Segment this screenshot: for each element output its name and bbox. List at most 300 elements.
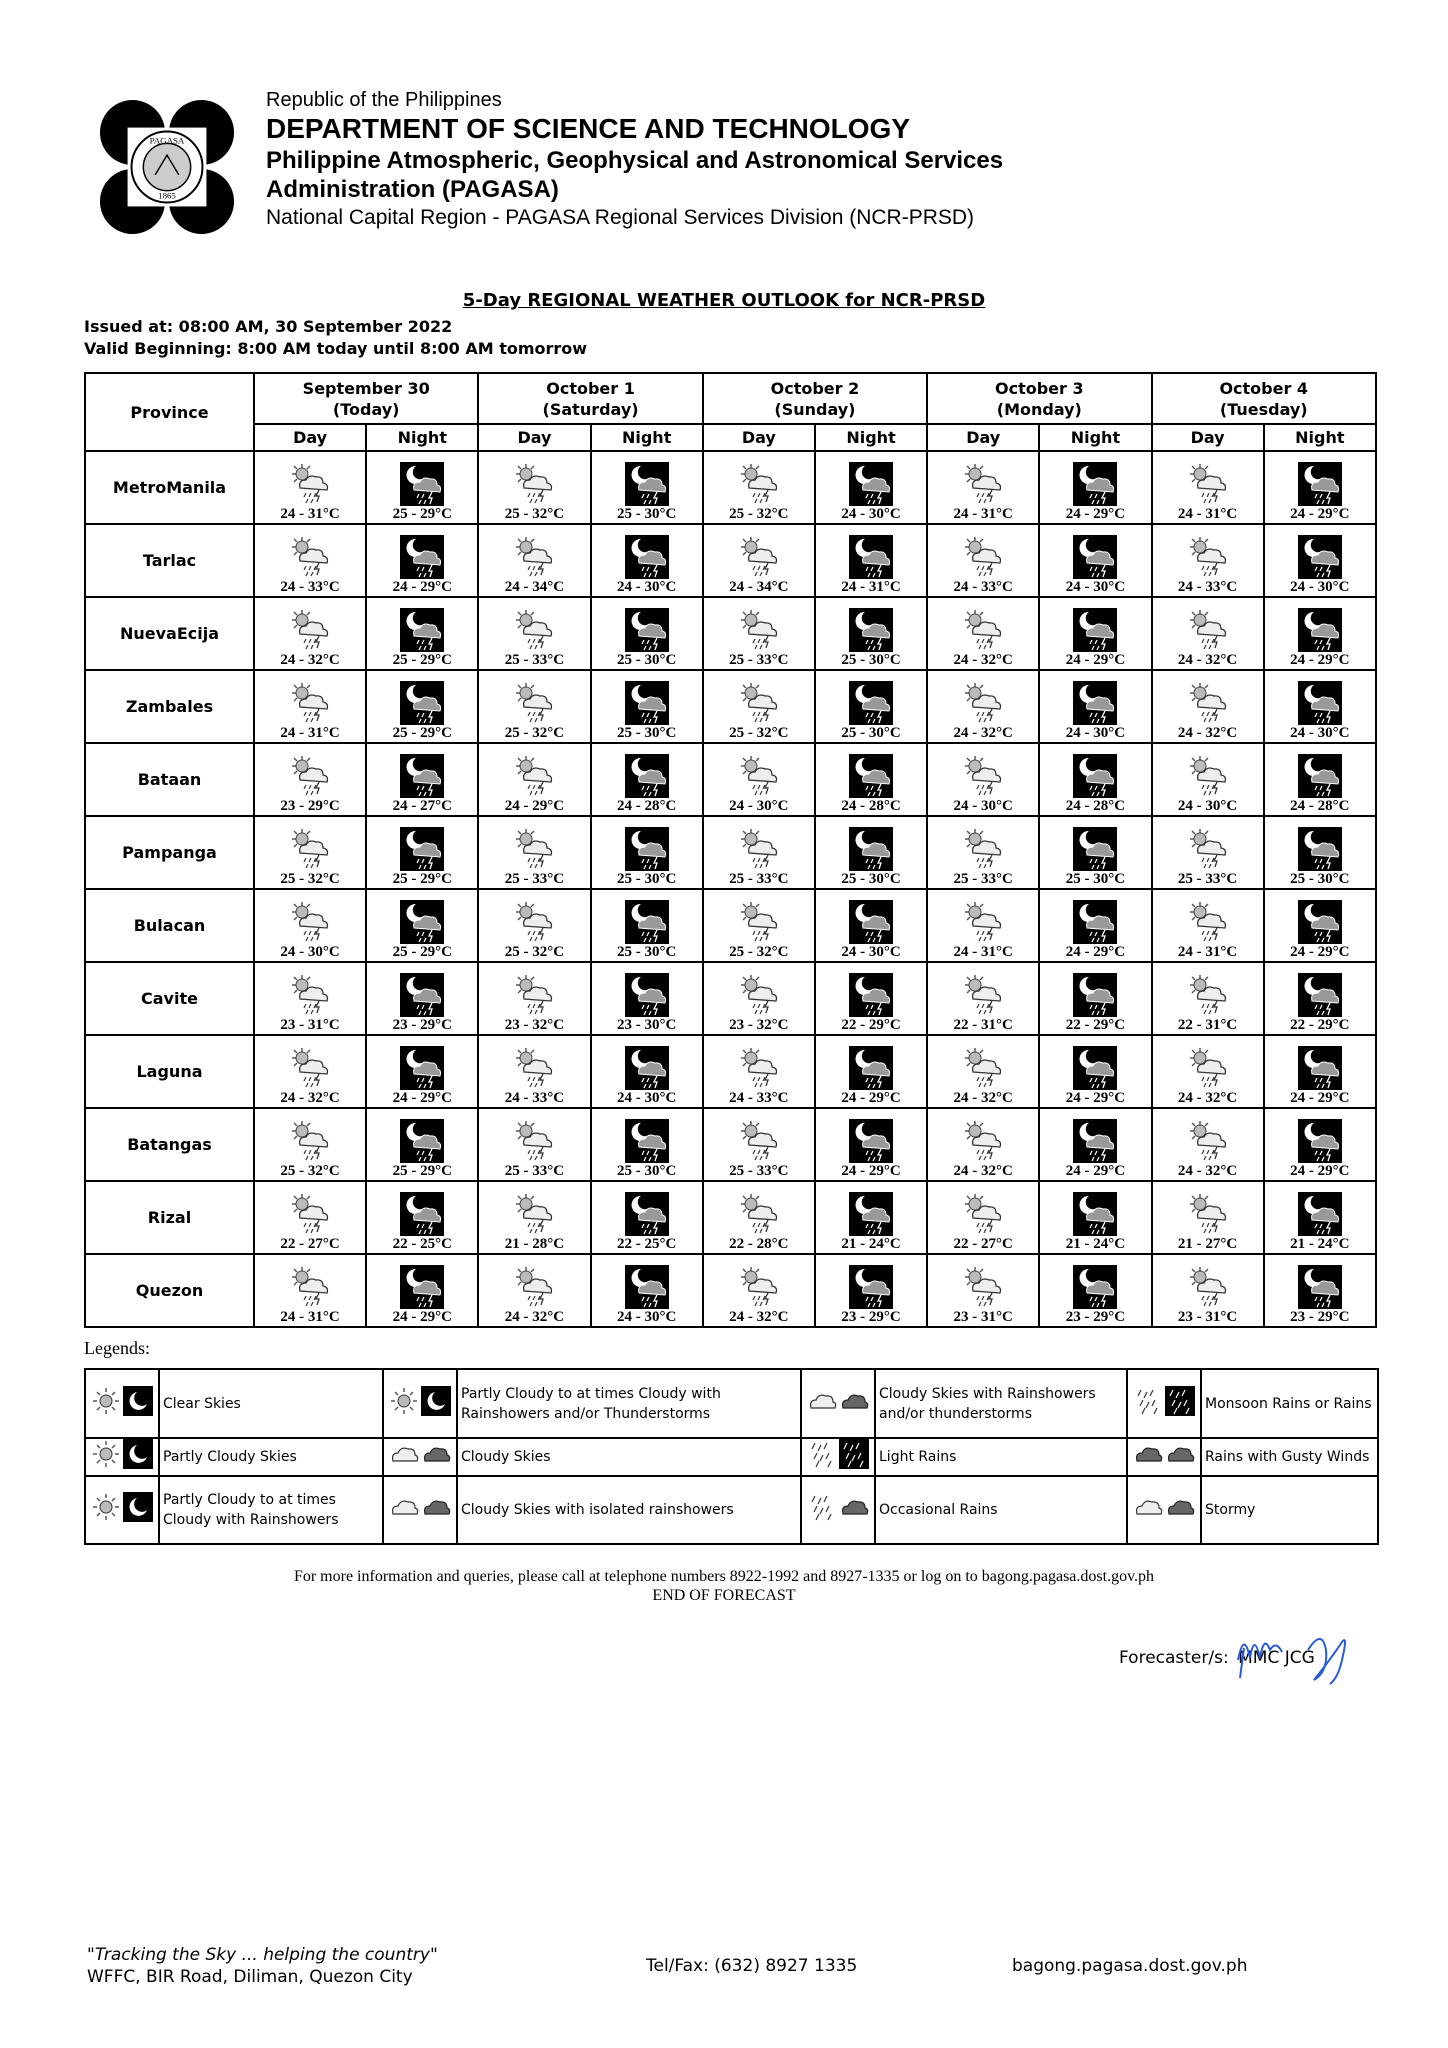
night-forecast-cell xyxy=(591,816,703,889)
letterhead xyxy=(266,88,1003,232)
partly-cloudy-rainshower-icon xyxy=(288,608,332,652)
date-header: October 3 (Monday) xyxy=(927,373,1151,424)
partly-cloudy-rainshower-icon xyxy=(737,535,781,579)
temperature-range: 25 - 32°C xyxy=(504,944,565,960)
day-forecast-cell xyxy=(927,743,1039,816)
temperature-range: 23 - 31°C xyxy=(280,1017,340,1033)
temperature-range: 25 - 33°C xyxy=(953,871,1013,887)
temperature-range: 24 - 29°C xyxy=(1065,1163,1126,1179)
partly-cloudy-rainshower-icon xyxy=(961,1119,1005,1163)
night-rainshower-icon xyxy=(400,973,444,1017)
cloudy-icon xyxy=(389,1439,419,1469)
day-forecast-cell xyxy=(703,962,815,1035)
night-rainshower-icon xyxy=(1073,535,1117,579)
day-forecast-cell xyxy=(703,743,815,816)
night-forecast-cell xyxy=(815,670,927,743)
stormy-icon xyxy=(1133,1492,1163,1522)
temperature-range: 24 - 31°C xyxy=(841,579,901,595)
night-forecast-cell xyxy=(1264,743,1376,816)
night-rainshower-icon xyxy=(625,1046,669,1090)
legend-icon-cell xyxy=(801,1476,875,1544)
day-forecast-cell xyxy=(478,889,590,962)
legend-icon-cell xyxy=(801,1438,875,1476)
day-forecast-cell xyxy=(478,743,590,816)
temperature-range: 23 - 29°C xyxy=(841,1309,901,1325)
rains-gusty-winds-dark-icon xyxy=(1165,1439,1195,1469)
legend-icon-cell xyxy=(1127,1476,1201,1544)
partly-cloudy-rainshowers-night-icon xyxy=(123,1492,153,1522)
clear-night-icon xyxy=(123,1386,153,1416)
temperature-range: 23 - 29°C xyxy=(1290,1309,1350,1325)
legend-icon-cell xyxy=(85,1369,159,1438)
temperature-range: 25 - 30°C xyxy=(841,652,901,668)
date-header: October 1 (Saturday) xyxy=(478,373,702,424)
night-forecast-cell xyxy=(815,962,927,1035)
night-rainshower-icon xyxy=(400,535,444,579)
legend-table xyxy=(84,1368,1379,1545)
partly-cloudy-rainshower-icon xyxy=(288,535,332,579)
light-rains-icon xyxy=(807,1439,837,1469)
day-forecast-cell xyxy=(254,1108,366,1181)
temperature-range: 24 - 29°C xyxy=(1290,506,1350,522)
night-rainshower-icon xyxy=(625,535,669,579)
day-forecast-cell xyxy=(927,670,1039,743)
night-forecast-cell xyxy=(1039,524,1151,597)
temperature-range: 25 - 30°C xyxy=(616,725,677,741)
night-rainshower-icon xyxy=(1073,681,1117,725)
night-rainshower-icon xyxy=(1298,973,1342,1017)
footer-left xyxy=(87,1944,438,1988)
partly-cloudy-thunderstorm-icon xyxy=(389,1386,419,1416)
night-forecast-cell xyxy=(1039,743,1151,816)
day-forecast-cell xyxy=(703,1181,815,1254)
temperature-range: 25 - 32°C xyxy=(280,871,340,887)
temperature-range: 22 - 31°C xyxy=(1177,1017,1238,1033)
light-rains-dark-icon xyxy=(839,1439,869,1469)
cloudy-isolated-rainshowers-dark-icon xyxy=(421,1492,451,1522)
night-rainshower-icon xyxy=(849,462,893,506)
night-forecast-cell xyxy=(366,1254,478,1327)
day-forecast-cell xyxy=(254,1254,366,1327)
partly-cloudy-rainshower-icon xyxy=(512,754,556,798)
night-forecast-cell xyxy=(1264,889,1376,962)
day-forecast-cell xyxy=(254,1035,366,1108)
night-rainshower-icon xyxy=(1073,462,1117,506)
temperature-range: 24 - 32°C xyxy=(953,1163,1013,1179)
partly-cloudy-rainshower-icon xyxy=(288,973,332,1017)
province-cell: Zambales xyxy=(85,670,254,743)
table-row xyxy=(85,889,1376,962)
partly-cloudy-rainshower-icon xyxy=(1186,608,1230,652)
night-forecast-cell xyxy=(591,743,703,816)
province-cell: MetroManila xyxy=(85,451,254,524)
night-forecast-cell xyxy=(366,597,478,670)
night-forecast-cell xyxy=(366,1181,478,1254)
night-forecast-cell xyxy=(366,743,478,816)
temperature-range: 21 - 28°C xyxy=(504,1236,565,1252)
night-rainshower-icon xyxy=(625,754,669,798)
temperature-range: 24 - 30°C xyxy=(1177,798,1238,814)
day-forecast-cell xyxy=(478,670,590,743)
temperature-range: 25 - 33°C xyxy=(504,1163,565,1179)
cloudy-isolated-rainshowers-icon xyxy=(389,1492,419,1522)
cloudy-thunderstorm-icon xyxy=(807,1386,837,1416)
night-forecast-cell xyxy=(591,962,703,1035)
night-rainshower-icon xyxy=(625,462,669,506)
night-forecast-cell xyxy=(1264,524,1376,597)
legend-icon-cell xyxy=(1127,1369,1201,1438)
temperature-range: 23 - 29°C xyxy=(280,798,340,814)
partly-cloudy-rainshower-icon xyxy=(512,462,556,506)
temperature-range: 24 - 30°C xyxy=(1290,579,1350,595)
partly-cloudy-rainshower-icon xyxy=(288,754,332,798)
night-rainshower-icon xyxy=(1073,900,1117,944)
night-rainshower-icon xyxy=(625,900,669,944)
day-forecast-cell xyxy=(478,524,590,597)
temperature-range: 24 - 29°C xyxy=(1290,652,1350,668)
agency-line-1: Philippine Atmospheric, Geophysical and Astronomical Services xyxy=(266,147,1004,174)
night-forecast-cell xyxy=(366,1108,478,1181)
temperature-range: 24 - 30°C xyxy=(841,944,901,960)
night-forecast-cell xyxy=(815,1254,927,1327)
night-forecast-cell xyxy=(1264,1035,1376,1108)
temperature-range: 24 - 30°C xyxy=(1065,579,1126,595)
temperature-range: 24 - 29°C xyxy=(1290,944,1350,960)
night-forecast-cell xyxy=(1039,816,1151,889)
temperature-range: 24 - 31°C xyxy=(1177,506,1238,522)
temperature-range: 21 - 24°C xyxy=(841,1236,901,1252)
partly-cloudy-rainshower-icon xyxy=(288,827,332,871)
night-rainshower-icon xyxy=(400,681,444,725)
night-forecast-cell xyxy=(815,1035,927,1108)
legend-icon-cell xyxy=(85,1438,159,1476)
table-row xyxy=(85,1181,1376,1254)
issued-at: Issued at: 08:00 AM, 30 September 2022 xyxy=(84,317,453,336)
night-rainshower-icon xyxy=(1073,1119,1117,1163)
temperature-range: 25 - 29°C xyxy=(392,871,452,887)
partly-cloudy-rainshower-icon xyxy=(1186,900,1230,944)
temperature-range: 24 - 33°C xyxy=(729,1090,789,1106)
day-forecast-cell xyxy=(927,1108,1039,1181)
division-line: National Capital Region - PAGASA Regional Services Division (NCR-PRSD) xyxy=(266,206,975,229)
night-rainshower-icon xyxy=(849,1119,893,1163)
partly-cloudy-rainshower-icon xyxy=(1186,754,1230,798)
temperature-range: 23 - 29°C xyxy=(1065,1309,1126,1325)
temperature-range: 25 - 29°C xyxy=(392,506,452,522)
night-forecast-cell xyxy=(366,1035,478,1108)
temperature-range: 21 - 24°C xyxy=(1065,1236,1126,1252)
temperature-range: 24 - 33°C xyxy=(1177,579,1238,595)
day-forecast-cell xyxy=(478,451,590,524)
day-forecast-cell xyxy=(927,889,1039,962)
partly-cloudy-rainshower-icon xyxy=(961,535,1005,579)
partly-cloudy-rainshower-icon xyxy=(961,827,1005,871)
partly-cloudy-rainshower-icon xyxy=(512,681,556,725)
date-header: October 4 (Tuesday) xyxy=(1152,373,1377,424)
night-rainshower-icon xyxy=(625,973,669,1017)
temperature-range: 24 - 29°C xyxy=(1065,1090,1126,1106)
night-forecast-cell xyxy=(591,1035,703,1108)
temperature-range: 25 - 33°C xyxy=(729,652,789,668)
temperature-range: 25 - 32°C xyxy=(729,506,789,522)
legend-label: Occasional Rains xyxy=(875,1476,1127,1544)
table-row xyxy=(85,670,1376,743)
night-rainshower-icon xyxy=(1298,462,1342,506)
day-forecast-cell xyxy=(703,670,815,743)
partly-cloudy-rainshower-icon xyxy=(737,681,781,725)
partly-cloudy-rainshower-icon xyxy=(961,1046,1005,1090)
day-forecast-cell xyxy=(478,1108,590,1181)
temperature-range: 24 - 32°C xyxy=(953,725,1013,741)
day-forecast-cell xyxy=(1152,743,1264,816)
night-rainshower-icon xyxy=(1298,535,1342,579)
partly-cloudy-rainshower-icon xyxy=(961,681,1005,725)
province-cell: Pampanga xyxy=(85,816,254,889)
night-rainshower-icon xyxy=(400,1119,444,1163)
temperature-range: 24 - 29°C xyxy=(504,798,565,814)
temperature-range: 25 - 30°C xyxy=(616,871,677,887)
partly-cloudy-rainshower-icon xyxy=(1186,462,1230,506)
night-forecast-cell xyxy=(815,524,927,597)
table-row xyxy=(85,451,1376,524)
partly-cloudy-rainshower-icon xyxy=(1186,681,1230,725)
night-rainshower-icon xyxy=(1298,1192,1342,1236)
day-forecast-cell xyxy=(927,524,1039,597)
day-forecast-cell xyxy=(1152,451,1264,524)
partly-cloudy-rainshower-icon xyxy=(737,973,781,1017)
temperature-range: 25 - 30°C xyxy=(1065,871,1126,887)
partly-cloudy-rainshower-icon xyxy=(512,1119,556,1163)
table-row xyxy=(85,1108,1376,1181)
occasional-rains-icon xyxy=(807,1492,837,1522)
night-rainshower-icon xyxy=(849,535,893,579)
night-forecast-cell xyxy=(1039,1108,1151,1181)
legends-label: Legends: xyxy=(84,1338,150,1358)
issue-info xyxy=(84,316,587,360)
partly-cloudy-rainshower-icon xyxy=(737,608,781,652)
day-forecast-cell xyxy=(478,1181,590,1254)
day-forecast-cell xyxy=(703,816,815,889)
temperature-range: 24 - 29°C xyxy=(841,1090,901,1106)
night-forecast-cell xyxy=(815,597,927,670)
legend-icon-cell xyxy=(801,1369,875,1438)
partly-cloudy-rainshower-icon xyxy=(961,1265,1005,1309)
temperature-range: 24 - 30°C xyxy=(280,944,340,960)
night-rainshower-icon xyxy=(1298,1046,1342,1090)
footer-motto: "Tracking the Sky ... helping the country" xyxy=(87,1945,438,1965)
temperature-range: 25 - 30°C xyxy=(616,1163,677,1179)
day-forecast-cell xyxy=(1152,816,1264,889)
temperature-range: 24 - 29°C xyxy=(1065,506,1126,522)
temperature-range: 24 - 30°C xyxy=(1290,725,1350,741)
partly-cloudy-rainshower-icon xyxy=(288,900,332,944)
temperature-range: 22 - 27°C xyxy=(280,1236,340,1252)
partly-cloudy-rainshower-icon xyxy=(1186,827,1230,871)
night-rainshower-icon xyxy=(625,1192,669,1236)
legend-label: Clear Skies xyxy=(159,1369,383,1438)
partly-cloudy-rainshower-icon xyxy=(288,1046,332,1090)
legend-label: Cloudy Skies xyxy=(457,1438,801,1476)
night-forecast-cell xyxy=(815,1181,927,1254)
temperature-range: 24 - 34°C xyxy=(729,579,789,595)
night-rainshower-icon xyxy=(400,1192,444,1236)
partly-cloudy-rainshower-icon xyxy=(288,681,332,725)
night-forecast-cell xyxy=(1039,889,1151,962)
partly-cloudy-rainshower-icon xyxy=(512,535,556,579)
night-rainshower-icon xyxy=(400,827,444,871)
temperature-range: 25 - 29°C xyxy=(392,944,452,960)
day-forecast-cell xyxy=(927,451,1039,524)
night-header: Night xyxy=(366,424,478,451)
republic-line: Republic of the Philippines xyxy=(266,89,502,111)
day-forecast-cell xyxy=(1152,1108,1264,1181)
day-forecast-cell xyxy=(927,1181,1039,1254)
night-rainshower-icon xyxy=(1298,1265,1342,1309)
temperature-range: 21 - 27°C xyxy=(1177,1236,1238,1252)
day-forecast-cell xyxy=(1152,1035,1264,1108)
day-header: Day xyxy=(478,424,590,451)
night-forecast-cell xyxy=(366,670,478,743)
night-forecast-cell xyxy=(591,1181,703,1254)
temperature-range: 24 - 30°C xyxy=(729,798,789,814)
partly-cloudy-rainshower-icon xyxy=(288,1265,332,1309)
day-forecast-cell xyxy=(1152,1181,1264,1254)
legend-label: Partly Cloudy to at times Cloudy with Rainshowers and/or Thunderstorms xyxy=(457,1369,801,1438)
temperature-range: 24 - 32°C xyxy=(1177,652,1238,668)
partly-cloudy-rainshower-icon xyxy=(288,1119,332,1163)
day-forecast-cell xyxy=(254,670,366,743)
date-header: October 2 (Sunday) xyxy=(703,373,927,424)
temperature-range: 24 - 32°C xyxy=(729,1309,789,1325)
night-rainshower-icon xyxy=(849,681,893,725)
partly-cloudy-icon xyxy=(91,1439,121,1469)
temperature-range: 24 - 29°C xyxy=(841,1163,901,1179)
partly-cloudy-rainshower-icon xyxy=(1186,1119,1230,1163)
temperature-range: 24 - 30°C xyxy=(616,579,677,595)
night-forecast-cell xyxy=(1264,451,1376,524)
temperature-range: 24 - 27°C xyxy=(392,798,452,814)
temperature-range: 24 - 32°C xyxy=(953,1090,1013,1106)
province-cell: Bulacan xyxy=(85,889,254,962)
night-forecast-cell xyxy=(591,451,703,524)
end-of-forecast: END OF FORECAST xyxy=(652,1587,796,1604)
temperature-range: 22 - 25°C xyxy=(392,1236,452,1252)
agency-line-2: Administration (PAGASA) xyxy=(266,176,559,203)
night-rainshower-icon xyxy=(849,608,893,652)
province-header: Province xyxy=(85,373,254,451)
temperature-range: 25 - 29°C xyxy=(392,1163,452,1179)
temperature-range: 25 - 33°C xyxy=(729,1163,789,1179)
night-forecast-cell xyxy=(815,889,927,962)
temperature-range: 24 - 29°C xyxy=(392,1309,452,1325)
night-forecast-cell xyxy=(815,1108,927,1181)
night-rainshower-icon xyxy=(400,462,444,506)
temperature-range: 24 - 33°C xyxy=(280,579,340,595)
temperature-range: 25 - 30°C xyxy=(616,652,677,668)
day-forecast-cell xyxy=(703,451,815,524)
legend-label: Monsoon Rains or Rains xyxy=(1201,1369,1378,1438)
province-cell: NuevaEcija xyxy=(85,597,254,670)
partly-cloudy-rainshower-icon xyxy=(1186,973,1230,1017)
night-forecast-cell xyxy=(1264,962,1376,1035)
temperature-range: 24 - 32°C xyxy=(280,652,340,668)
temperature-range: 21 - 24°C xyxy=(1290,1236,1350,1252)
temperature-range: 25 - 32°C xyxy=(729,725,789,741)
night-forecast-cell xyxy=(591,1254,703,1327)
night-rainshower-icon xyxy=(400,754,444,798)
night-rainshower-icon xyxy=(849,1265,893,1309)
day-forecast-cell xyxy=(478,1035,590,1108)
day-forecast-cell xyxy=(254,524,366,597)
temperature-range: 22 - 29°C xyxy=(841,1017,901,1033)
day-forecast-cell xyxy=(1152,670,1264,743)
partly-cloudy-rainshower-icon xyxy=(512,900,556,944)
night-forecast-cell xyxy=(1039,1254,1151,1327)
night-rainshower-icon xyxy=(1298,754,1342,798)
temperature-range: 25 - 33°C xyxy=(1177,871,1238,887)
partly-cloudy-rainshower-icon xyxy=(961,900,1005,944)
partly-cloudy-rainshower-icon xyxy=(737,462,781,506)
temperature-range: 25 - 30°C xyxy=(1290,871,1350,887)
night-rainshower-icon xyxy=(400,1046,444,1090)
temperature-range: 22 - 28°C xyxy=(729,1236,789,1252)
temperature-range: 24 - 33°C xyxy=(953,579,1013,595)
temperature-range: 24 - 32°C xyxy=(280,1090,340,1106)
day-forecast-cell xyxy=(478,597,590,670)
day-forecast-cell xyxy=(254,451,366,524)
night-forecast-cell xyxy=(1039,670,1151,743)
partly-cloudy-rainshower-icon xyxy=(1186,1265,1230,1309)
partly-cloudy-rainshower-icon xyxy=(1186,1046,1230,1090)
temperature-range: 25 - 32°C xyxy=(280,1163,340,1179)
legend-icon-cell xyxy=(85,1476,159,1544)
night-forecast-cell xyxy=(366,524,478,597)
temperature-range: 25 - 32°C xyxy=(504,506,565,522)
night-rainshower-icon xyxy=(625,681,669,725)
temperature-range: 22 - 27°C xyxy=(953,1236,1013,1252)
table-row xyxy=(85,962,1376,1035)
footer-telfax: Tel/Fax: (632) 8927 1335 xyxy=(646,1956,858,1976)
partly-cloudy-rainshower-icon xyxy=(512,973,556,1017)
temperature-range: 24 - 34°C xyxy=(504,579,565,595)
signature xyxy=(1230,1620,1380,1690)
province-cell: Tarlac xyxy=(85,524,254,597)
day-forecast-cell xyxy=(703,889,815,962)
night-rainshower-icon xyxy=(849,1046,893,1090)
night-rainshower-icon xyxy=(625,608,669,652)
cloudy-dark-icon xyxy=(421,1439,451,1469)
partly-cloudy-rainshower-icon xyxy=(512,1046,556,1090)
day-header: Day xyxy=(254,424,366,451)
temperature-range: 22 - 29°C xyxy=(1290,1017,1350,1033)
night-rainshower-icon xyxy=(849,827,893,871)
partly-cloudy-rainshower-icon xyxy=(737,900,781,944)
forecaster-names: MMC JCG xyxy=(1238,1648,1315,1668)
night-rainshower-icon xyxy=(1298,681,1342,725)
monsoon-rains-dark-icon xyxy=(1165,1386,1195,1416)
day-forecast-cell xyxy=(1152,524,1264,597)
temperature-range: 25 - 32°C xyxy=(504,725,565,741)
night-forecast-cell xyxy=(1264,1254,1376,1327)
table-row xyxy=(85,524,1376,597)
night-forecast-cell xyxy=(815,816,927,889)
night-header: Night xyxy=(1264,424,1376,451)
temperature-range: 24 - 29°C xyxy=(1065,652,1126,668)
legend-icon-cell xyxy=(383,1476,457,1544)
cloudy-thunderstorm-dark-icon xyxy=(839,1386,869,1416)
contact-info xyxy=(0,1567,1448,1605)
stormy-dark-icon xyxy=(1165,1492,1195,1522)
